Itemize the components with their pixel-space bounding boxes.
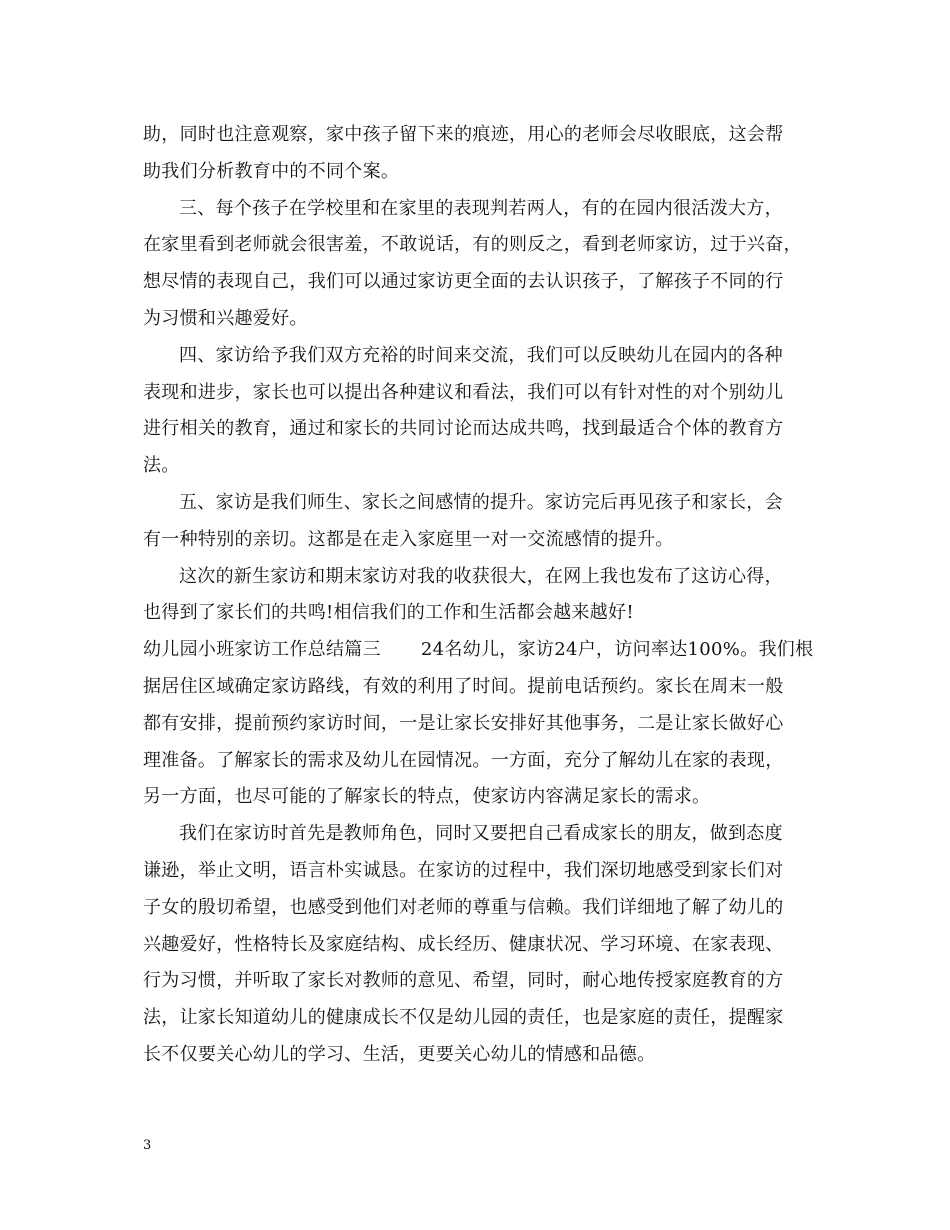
text-line: 在家里看到老师就会很害羞，不敢说话，有的则反之，看到老师家访，过于兴奋， xyxy=(143,234,802,256)
paragraph-start-line: 四、家访给予我们双方充裕的时间来交流，我们可以反映幼儿在园内的各种 xyxy=(179,344,783,366)
text-line: 助我们分析教育中的不同个案。 xyxy=(143,160,400,182)
body-text xyxy=(143,117,813,1074)
text-line: 表现和进步，家长也可以提出各种建议和看法，我们可以有针对性的对个别幼儿 xyxy=(143,381,784,403)
page-number: 3 xyxy=(143,1138,152,1153)
text-line: 进行相关的教育，通过和家长的共同讨论而达成共鸣，找到最适合个体的教育方 xyxy=(143,418,784,440)
text-line: 助，同时也注意观察，家中孩子留下来的痕迹，用心的老师会尽收眼底，这会帮 xyxy=(143,124,784,145)
text-line: 兴趣爱好，性格特长及家庭结构、成长经历、健康状况、学习环境、在家表现、 xyxy=(143,933,784,955)
paragraph-start-line: 五、家访是我们师生、家长之间感情的提升。家访完后再见孩子和家长，会 xyxy=(179,491,783,513)
text-line: 另一方面，也尽可能的了解家长的特点，使家访内容满足家长的需求。 xyxy=(143,786,711,808)
text-line: 法，让家长知道幼儿的健康成长不仅是幼儿园的责任，也是家庭的责任，提醒家 xyxy=(143,1007,784,1029)
text-line: 法。 xyxy=(143,455,180,477)
text-line: 谦逊，举止文明，语言朴实诚恳。在家访的过程中，我们深切地感受到家长们对 xyxy=(143,859,784,881)
text-line: 想尽情的表现自己，我们可以通过家访更全面的去认识孩子，了解孩子不同的行 xyxy=(143,271,784,293)
section-heading: 幼儿园小班家访工作总结篇三 xyxy=(143,639,381,661)
paragraph-start-line: 这次的新生家访和期末家访对我的收获很大，在网上我也发布了这访心得， xyxy=(179,565,783,587)
paragraph-start-line: 三、每个孩子在学校里和在家里的表现判若两人，有的在园内很活泼大方， xyxy=(179,197,783,219)
text-line: 长不仅要关心幼儿的学习、生活，更要关心幼儿的情感和品德。 xyxy=(143,1043,656,1065)
text-line: 也得到了家长们的共鸣!相信我们的工作和生活都会越来越好! xyxy=(143,602,634,624)
text-line: 为习惯和兴趣爱好。 xyxy=(143,307,308,329)
section-intro-text: 24名幼儿，家访24户，访问率达100%。我们根 xyxy=(420,639,814,661)
text-line: 有一种特别的亲切。这都是在走入家庭里一对一交流感情的提升。 xyxy=(143,528,674,550)
text-line: 子女的殷切希望，也感受到他们对老师的尊重与信赖。我们详细地了解了幼儿的 xyxy=(143,896,784,918)
text-line: 行为习惯，并听取了家长对教师的意见、希望，同时，耐心地传授家庭教育的方 xyxy=(143,970,784,992)
paragraph-start-line: 我们在家访时首先是教师角色，同时又要把自己看成家长的朋友，做到态度 xyxy=(179,823,783,845)
text-line: 据居住区域确定家访路线，有效的利用了时间。提前电话预约。家长在周末一般 xyxy=(143,675,784,697)
text-line: 都有安排，提前预约家访时间，一是让家长安排好其他事务，二是让家长做好心 xyxy=(143,712,784,734)
text-line: 理准备。了解家长的需求及幼儿在园情况。一方面，充分了解幼儿在家的表现， xyxy=(143,749,784,771)
section-heading-line xyxy=(143,632,813,669)
